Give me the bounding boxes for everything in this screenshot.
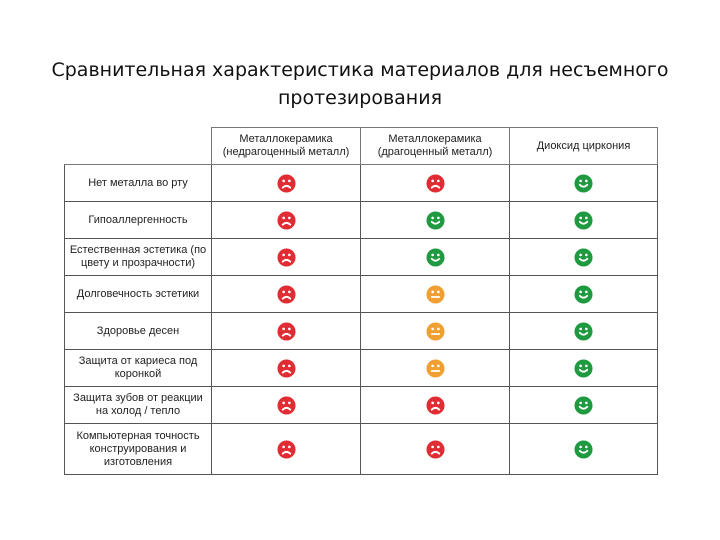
sad-face-icon [277,359,296,378]
neutral-face-icon [426,359,445,378]
neutral-face-icon [426,285,445,304]
rating-cell [510,202,658,239]
sad-face-icon [277,174,296,193]
rating-cell [510,313,658,350]
criterion-label: Естественная эстетика (по цвету и прозрачности) [69,244,207,269]
table-row [65,276,658,313]
happy-face-icon [574,285,593,304]
criterion-cell [65,239,212,276]
sad-face-icon [426,440,445,459]
table-row [65,350,658,387]
rating-cell [510,239,658,276]
rating-cell [212,424,361,475]
happy-face-icon [426,211,445,230]
table-row [65,424,658,475]
rating-cell [361,276,510,313]
page-title [20,56,700,112]
criterion-label: Защита от кариеса под коронкой [78,355,198,380]
happy-face-icon [426,248,445,267]
rating-cell [212,387,361,424]
happy-face-icon [574,396,593,415]
rating-cell [510,276,658,313]
sad-face-icon [277,211,296,230]
table-row [65,239,658,276]
column-header-line-1: Металлокерамика [388,133,482,145]
rating-cell [510,387,658,424]
column-header-line-1: Металлокерамика [239,133,333,145]
rating-cell [212,239,361,276]
comparison-table [64,127,658,475]
criterion-label: Здоровье десен [96,324,180,337]
rating-cell [361,424,510,475]
table-row [65,313,658,350]
happy-face-icon [574,174,593,193]
rating-cell [361,350,510,387]
neutral-face-icon [426,322,445,341]
rating-cell [361,387,510,424]
rating-cell [361,202,510,239]
header-row [65,128,658,165]
criterion-cell [65,276,212,313]
criterion-label: Нет металла во рту [88,176,188,189]
sad-face-icon [277,285,296,304]
happy-face-icon [574,211,593,230]
sad-face-icon [277,396,296,415]
header-corner [65,128,212,165]
sad-face-icon [277,440,296,459]
criterion-label: Компьютерная точность конструирования и изготовления [76,429,200,468]
column-header-metal-ceramic-nonprecious [212,128,361,165]
column-header-line-2: (драгоценный металл) [377,146,493,158]
column-header-zirconia [510,128,658,165]
column-header-line-1: Диоксид циркония [536,139,631,152]
rating-cell [510,165,658,202]
happy-face-icon [574,440,593,459]
table-row [65,387,658,424]
title-line-1: Сравнительная характеристика материалов для несъемного [51,59,669,81]
happy-face-icon [574,248,593,267]
column-header-line-2: (недрагоценный металл) [222,146,350,158]
criterion-label: Защита зубов от реакции на холод / тепло [73,392,203,417]
criterion-cell [65,424,212,475]
rating-cell [361,239,510,276]
rating-cell [212,350,361,387]
rating-cell [510,424,658,475]
table-row [65,202,658,239]
criterion-cell [65,202,212,239]
table-body [65,165,658,475]
table-row [65,165,658,202]
title-line-2: протезирования [277,87,443,109]
rating-cell [212,202,361,239]
rating-cell [361,313,510,350]
sad-face-icon [426,396,445,415]
sad-face-icon [277,322,296,341]
criterion-label: Гипоаллергенность [88,213,188,226]
column-header-metal-ceramic-precious [361,128,510,165]
criterion-label: Долговечность эстетики [76,287,200,300]
happy-face-icon [574,322,593,341]
sad-face-icon [277,248,296,267]
criterion-cell [65,350,212,387]
criterion-cell [65,313,212,350]
rating-cell [212,313,361,350]
happy-face-icon [574,359,593,378]
sad-face-icon [426,174,445,193]
criterion-cell [65,165,212,202]
rating-cell [212,276,361,313]
rating-cell [510,350,658,387]
rating-cell [361,165,510,202]
criterion-cell [65,387,212,424]
rating-cell [212,165,361,202]
